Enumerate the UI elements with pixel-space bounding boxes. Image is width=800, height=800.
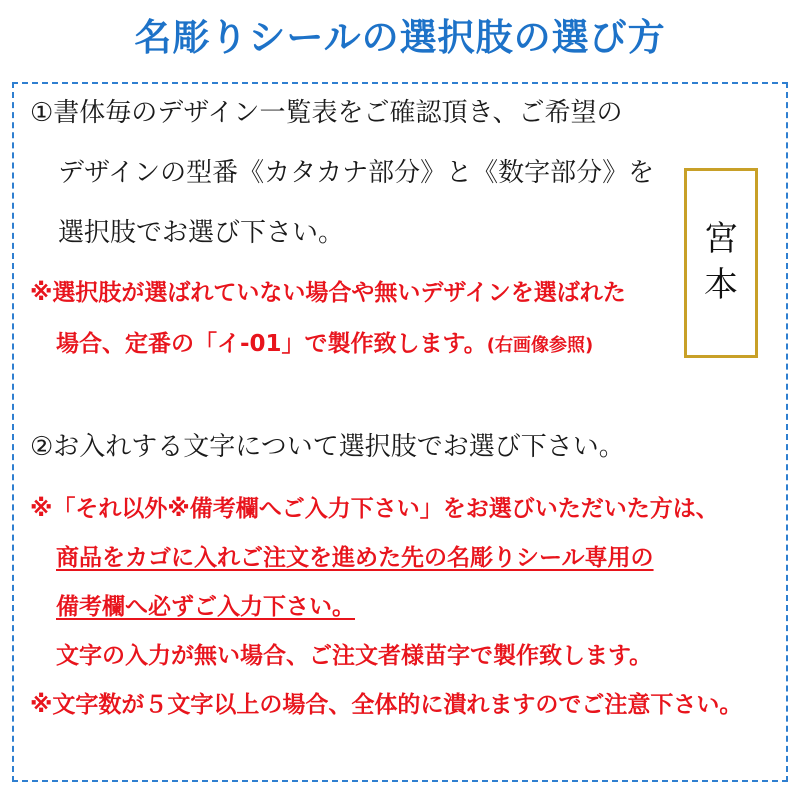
sample-name-seal-image xyxy=(684,168,758,358)
section1-line-1: ①書体毎のデザイン一覧表をご確認頂き、ご希望の xyxy=(30,98,623,128)
section2-heading: ②お入れする文字について選択肢でお選び下さい。 xyxy=(30,432,625,462)
section2-notice-line-2: 商品をカゴに入れご注文を進めた先の名彫りシール専用の xyxy=(56,545,654,571)
section1-notice-line-1: ※選択肢が選ばれていない場合や無いデザインを選ばれた xyxy=(30,280,626,306)
page-title: 名彫りシールの選択肢の選び方 xyxy=(134,16,666,59)
section2-notice-line-3: 備考欄へ必ずご入力下さい。 xyxy=(56,594,355,620)
section2-notice-line-4: 文字の入力が無い場合、ご注文者様苗字で製作致します。 xyxy=(56,643,653,669)
section2-notice-line-1: ※「それ以外※備考欄へご入力下さい」をお選びいただいた方は、 xyxy=(30,496,719,522)
section1-notice-line-2-main: 場合、定番の「イ-01」で製作致します。 xyxy=(56,331,487,357)
section1-line-3: 選択肢でお選び下さい。 xyxy=(58,218,345,248)
nameplate-char-2: 本 xyxy=(704,265,738,305)
section2-notice-line-5: ※文字数が５文字以上の場合、全体的に潰れますのでご注意下さい。 xyxy=(30,692,743,718)
nameplate-char-1: 宮 xyxy=(704,219,738,260)
section1-notice-line-2 xyxy=(30,333,750,356)
body-content xyxy=(30,100,750,717)
section1-notice-line-2-suffix: (右画像参照) xyxy=(486,335,594,356)
section1-line-2: デザインの型番《カタカナ部分》と《数字部分》を xyxy=(58,158,655,188)
